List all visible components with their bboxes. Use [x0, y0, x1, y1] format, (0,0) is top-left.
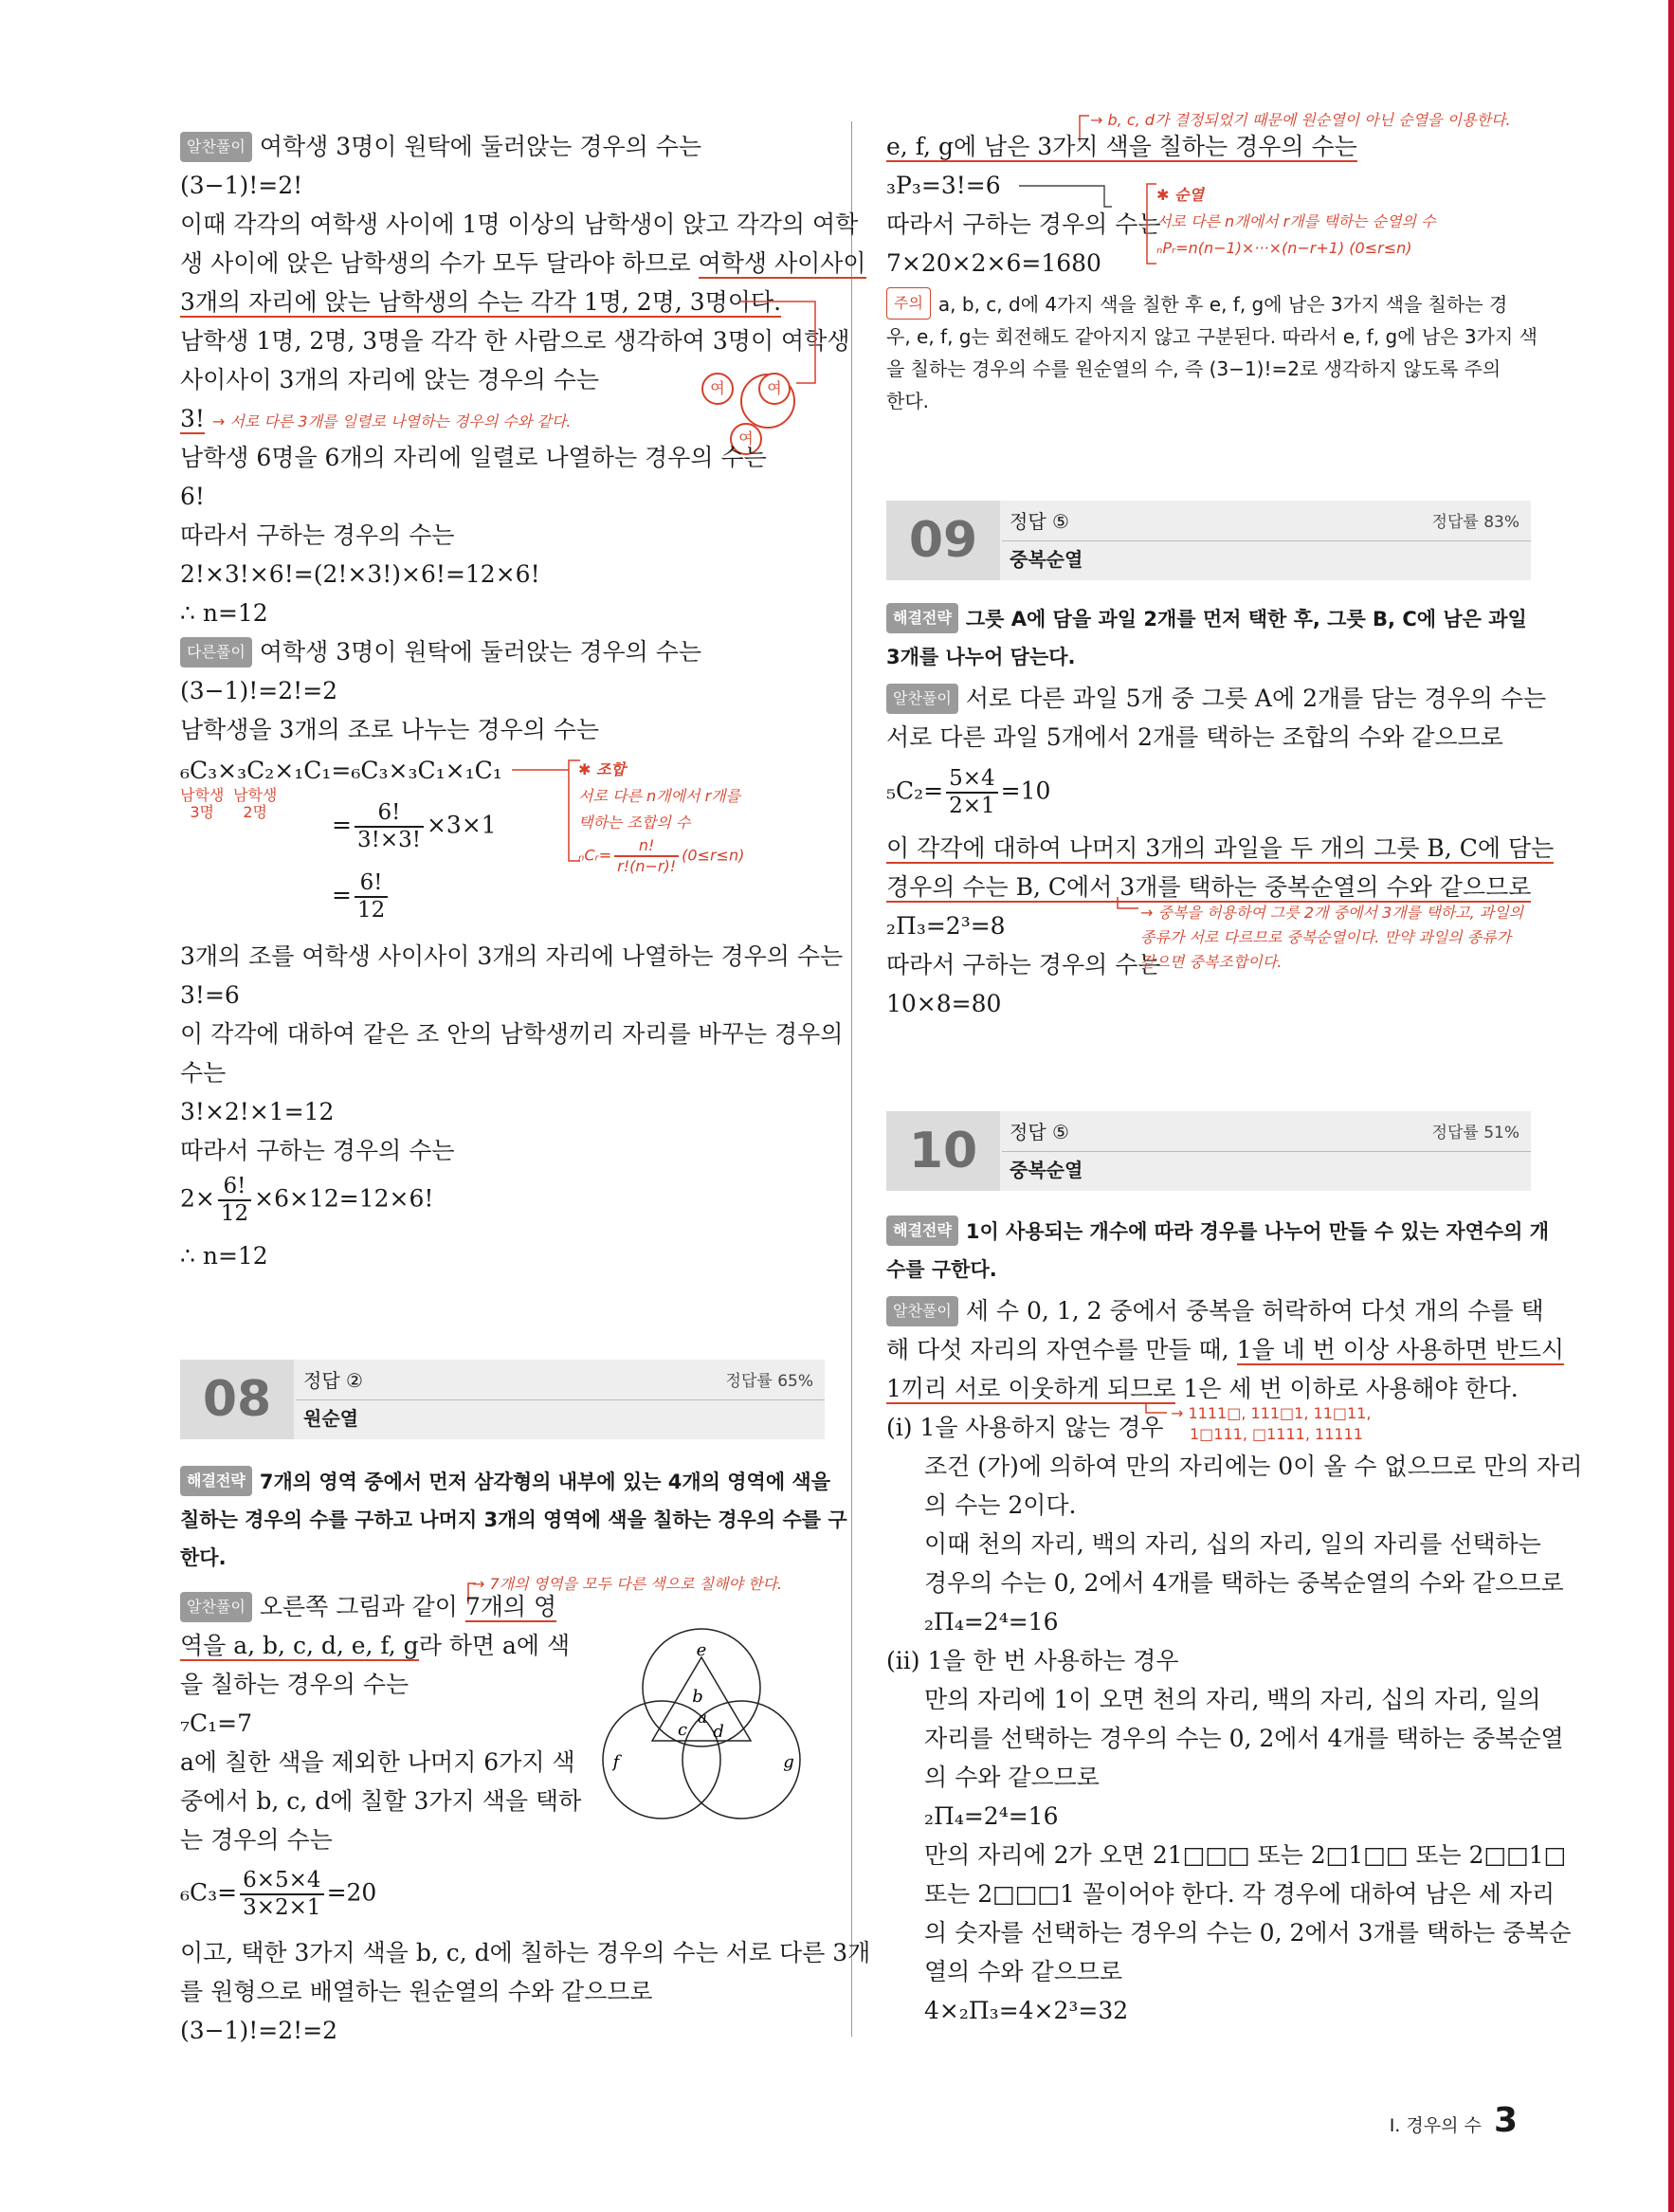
solution-line: 알찬풀이 세 수 0, 1, 2 중에서 중복을 허락하여 다섯 개의 수를 택 — [886, 1297, 1544, 1329]
text-line: 의 수와 같으므로 — [924, 1764, 1100, 1791]
page-number: 3 — [1493, 2101, 1518, 2140]
text-line: (3−1)!=2! — [180, 172, 303, 199]
formula-line: ₂Π₃=2³=8 — [886, 912, 1006, 940]
formula-line: = $\frac{6!}{3!\times 3!}$ ×3×1 — [332, 800, 497, 852]
text-line: 열의 수와 같으므로 — [924, 1958, 1123, 1985]
strategy-line: 한다. — [180, 1546, 227, 1569]
text-line: 의 숫자를 선택하는 경우의 수는 0, 2에서 3개를 택하는 중복순 — [924, 1919, 1572, 1947]
text-line: 7×20×2×6=1680 — [886, 249, 1101, 277]
formula-line: 10×8=80 — [886, 990, 1002, 1017]
label-a: a — [698, 1709, 707, 1727]
text-line: 를 원형으로 배열하는 원순열의 수와 같으므로 — [180, 1978, 653, 2005]
answer-label: 정답 ⑤ — [1010, 510, 1069, 533]
text-line: 서로 다른 과일 5개에서 2개를 택하는 조합의 수와 같으므로 — [886, 723, 1503, 751]
text-line: a에 칠한 색을 제외한 나머지 6가지 색 — [180, 1748, 575, 1776]
text-line: 남학생을 3개의 조로 나누는 경우의 수는 — [180, 716, 600, 743]
text-line: 이때 천의 자리, 백의 자리, 십의 자리, 일의 자리를 선택하는 — [924, 1530, 1541, 1558]
label-f: f — [612, 1752, 620, 1772]
text-line: (3−1)!=2!=2 — [180, 2017, 338, 2044]
text-line: 또는 2□□□1 꼴이어야 한다. 각 경우에 대하여 남은 세 자리 — [924, 1880, 1556, 1908]
solution-line: 알찬풀이 여학생 3명이 원탁에 둘러앉는 경우의 수는 — [180, 133, 701, 165]
text-line: 을 칠하는 경우의 수는 — [180, 1671, 409, 1698]
text-line: 수는 — [180, 1059, 227, 1087]
tag-solution: 알찬풀이 — [886, 1296, 958, 1326]
topic-label: 원순열 — [303, 1407, 358, 1430]
margin-note: → 중복을 허용하여 그릇 2개 중에서 3개를 택하고, 과일의 종류가 서로 다르므로 중복순열이다. 만약 과일의 종류가 같으면 중복조합이다. — [1140, 904, 1524, 971]
accuracy-rate: 정답률 83% — [1431, 513, 1519, 532]
seat-badge: 여 — [758, 373, 791, 405]
text-line: 중에서 b, c, d에 칠할 3가지 색을 택하 — [180, 1787, 582, 1815]
tag-solution: 알찬풀이 — [886, 684, 958, 714]
answer-label: 정답 ② — [303, 1369, 363, 1392]
problem-header-10 — [886, 1111, 1531, 1191]
text-line: 이 각각에 대하여 같은 조 안의 남학생끼리 자리를 바꾸는 경우의 — [180, 1020, 844, 1048]
round-table-figure — [692, 264, 825, 434]
text-line: 3개의 조를 여학생 사이사이 3개의 자리에 나열하는 경우의 수는 — [180, 942, 844, 970]
text-line: 해 다섯 자리의 자연수를 만들 때, 1을 네 번 이상 사용하면 반드시 — [886, 1336, 1565, 1363]
chapter-label: Ⅰ. 경우의 수 — [1389, 2115, 1482, 2136]
annotation-boys-3: 남학생 3명 — [180, 786, 225, 821]
tag-caution: 주의 — [886, 287, 931, 320]
text-line: 1끼리 서로 이웃하게 되므로 1은 세 번 이하로 사용해야 한다. — [886, 1375, 1519, 1402]
problem-header-09 — [886, 501, 1531, 580]
caution-line: 을 칠하는 경우의 수를 원순열의 수, 즉 (3−1)!=2로 생각하지 않도록 주의 — [886, 357, 1501, 380]
text-line: e, f, g에 남은 3가지 색을 칠하는 경우의 수는 — [886, 133, 1357, 160]
text-line: 이고, 택한 3가지 색을 b, c, d에 칠하는 경우의 수는 서로 다른 3개 — [180, 1939, 871, 1966]
text-line: 따라서 구하는 경우의 수는 — [180, 1137, 455, 1164]
text-line: 이 각각에 대하여 나머지 3개의 과일을 두 개의 그릇 B, C에 담는 — [886, 834, 1555, 862]
page-footer — [1390, 2101, 1518, 2140]
formula-line: ₂Π₄=2⁴=16 — [924, 1608, 1059, 1636]
combination-note: ✱ 조합 서로 다른 n개에서 r개를 택하는 조합의 수 ₙCᵣ= $\frac{n!}{r!(n-r)!}$ (0≤r≤n) — [578, 760, 745, 875]
problem-number: 10 — [886, 1111, 1000, 1191]
topic-label: 중복순열 — [1010, 1159, 1083, 1181]
tag-solution: 알찬풀이 — [180, 132, 252, 162]
strategy-line: 해결전략 그릇 A에 담을 과일 2개를 먼저 택한 후, 그릇 B, C에 남은 과일 — [886, 605, 1527, 636]
formula-line: ₂Π₄=2⁴=16 — [924, 1802, 1059, 1830]
label-g: g — [783, 1752, 794, 1772]
label-c: c — [677, 1720, 688, 1740]
text-line: 만의 자리에 2가 오면 21□□□ 또는 2□1□□ 또는 2□□1□ — [924, 1841, 1567, 1869]
text-line: 는 경우의 수는 — [180, 1826, 333, 1854]
formula-line: ₆C₃×₃C₂×₁C₁=₆C₃×₃C₁×₁C₁ — [180, 757, 502, 784]
text-line: 6! — [180, 483, 205, 510]
tag-strategy: 해결전략 — [180, 1466, 252, 1496]
text-line: 경우의 수는 0, 2에서 4개를 택하는 중복순열의 수와 같으므로 — [924, 1569, 1564, 1597]
region-figure — [578, 1600, 825, 1828]
strategy-line: 수를 구한다. — [886, 1258, 997, 1281]
label-b: b — [692, 1687, 703, 1707]
formula-line: 2× $\frac{6!}{12}$ ×6×12=12×6! — [180, 1174, 434, 1226]
text-line: 이때 각각의 여학생 사이에 1명 이상의 남학생이 앉고 각각의 여학 — [180, 210, 859, 238]
text-line: 따라서 구하는 경우의 수는 — [886, 210, 1161, 238]
caution-line: 주의 a, b, c, d에 4가지 색을 칠한 후 e, f, g에 남은 3가지 색을 칠하는 경 — [886, 290, 1507, 322]
tag-other-solution: 다른풀이 — [180, 637, 252, 667]
caution-line: 한다. — [886, 390, 929, 412]
formula-line: ₅C₂= $\frac{5\times 4}{2\times 1}$ =10 — [886, 766, 1051, 818]
permutation-note: ✱ 순열 서로 다른 n개에서 r개를 택하는 순열의 수 ₙPᵣ=n(n−1)×···×(n−r+1) (0≤r≤n) — [1156, 186, 1436, 257]
accuracy-rate: 정답률 65% — [725, 1372, 813, 1391]
margin-note: → 서로 다른 3개를 일렬로 나열하는 경우의 수와 같다. — [211, 412, 572, 430]
formula-line: = $\frac{6!}{12}$ — [332, 870, 391, 923]
column-divider — [851, 121, 852, 2037]
caution-line: 우, e, f, g는 회전해도 같아지지 않고 구분된다. 따라서 e, f, g에 남은 3가지 색 — [886, 325, 1538, 348]
text-line: 의 수는 2이다. — [924, 1491, 1077, 1519]
text-line: 만의 자리에 1이 오면 천의 자리, 백의 자리, 십의 자리, 일의 — [924, 1686, 1541, 1713]
text-line: 생 사이에 앉은 남학생의 수가 모두 달라야 하므로 여학생 사이사이 — [180, 249, 866, 277]
text-line: 3!×2!×1=12 — [180, 1098, 335, 1125]
text-line: 3! → 서로 다른 3개를 일렬로 나열하는 경우의 수와 같다. — [180, 405, 572, 432]
margin-note: → b, c, d가 결정되었기 때문에 원순열이 아닌 순열을 이용한다. — [1090, 111, 1511, 129]
tag-solution: 알찬풀이 — [180, 1592, 252, 1622]
tag-strategy: 해결전략 — [886, 1216, 958, 1246]
other-solution-line: 다른풀이 여학생 3명이 원탁에 둘러앉는 경우의 수는 — [180, 638, 701, 670]
text-line: 자리를 선택하는 경우의 수는 0, 2에서 4개를 택하는 중복순열 — [924, 1725, 1564, 1752]
strategy-line: 3개를 나누어 담는다. — [886, 646, 1076, 668]
problem-header-08 — [180, 1360, 825, 1439]
text-line: 따라서 구하는 경우의 수는 — [180, 521, 455, 549]
text-line: 사이사이 3개의 자리에 앉는 경우의 수는 — [180, 366, 600, 393]
margin-note: → 1111□, 111□1, 11□11, 1□111, □1111, 11111 — [1171, 1404, 1372, 1443]
text-line: 3!=6 — [180, 981, 240, 1009]
text-line: 경우의 수는 B, C에서 3개를 택하는 중복순열의 수와 같으므로 — [886, 873, 1532, 901]
text-line: 조건 (가)에 의하여 만의 자리에는 0이 올 수 없으므로 만의 자리 — [924, 1453, 1583, 1480]
formula-line: 4×₂Π₃=4×2³=32 — [924, 1997, 1129, 2024]
strategy-line: 해결전략 1이 사용되는 개수에 따라 경우를 나누어 만들 수 있는 자연수의 개 — [886, 1217, 1549, 1249]
formula-line: ₆C₃= $\frac{6\times 5\times 4}{3\times 2\times 1}$ =20 — [180, 1868, 377, 1920]
answer-label: 정답 ⑤ — [1010, 1121, 1069, 1143]
strategy-line: 칠하는 경우의 수를 구하고 나머지 3개의 영역에 색을 칠하는 경우의 수를 구 — [180, 1508, 847, 1531]
label-d: d — [713, 1722, 724, 1742]
solution-line: 알찬풀이 오른쪽 그림과 같이 7개의 영 — [180, 1593, 556, 1625]
text-line: ∴ n=12 — [180, 599, 268, 627]
annotation-boys-2: 남학생 2명 — [233, 786, 278, 821]
seat-badge: 여 — [701, 373, 734, 405]
case-heading: (ⅱ) 1을 한 번 사용하는 경우 — [886, 1647, 1179, 1674]
solution-line: 알찬풀이 서로 다른 과일 5개 중 그릇 A에 2개를 담는 경우의 수는 — [886, 685, 1546, 717]
case-heading: (ⅰ) 1을 사용하지 않는 경우 — [886, 1414, 1164, 1441]
text-line: 3개의 자리에 앉는 남학생의 수는 각각 1명, 2명, 3명이다. — [180, 288, 782, 316]
text-line: 남학생 1명, 2명, 3명을 각각 한 사람으로 생각하여 3명이 여학생 — [180, 327, 850, 355]
problem-number: 08 — [180, 1360, 294, 1439]
seat-badge: 여 — [730, 423, 762, 455]
formula-line: ₇C₁=7 — [180, 1709, 253, 1737]
text-line: 2!×3!×6!=(2!×3!)×6!=12×6! — [180, 560, 540, 588]
text-line: ∴ n=12 — [180, 1242, 268, 1270]
text-line: 역을 a, b, c, d, e, f, g라 하면 a에 색 — [180, 1632, 571, 1659]
accuracy-rate: 정답률 51% — [1431, 1124, 1519, 1143]
formula-line: ₃P₃=3!=6 — [886, 172, 1001, 199]
problem-number: 09 — [886, 501, 1000, 580]
strategy-line: 해결전략 7개의 영역 중에서 먼저 삼각형의 내부에 있는 4개의 영역에 색을 — [180, 1468, 830, 1499]
label-e: e — [696, 1640, 707, 1660]
page-edge-bar — [1668, 0, 1674, 2212]
tag-strategy: 해결전략 — [886, 603, 958, 633]
text-line: 남학생 6명을 6개의 자리에 일렬로 나열하는 경우의 수는 — [180, 444, 767, 471]
text-line: (3−1)!=2!=2 — [180, 677, 338, 704]
topic-label: 중복순열 — [1010, 548, 1083, 571]
text-line: 따라서 구하는 경우의 수는 — [886, 951, 1161, 978]
margin-note: → 7개의 영역을 모두 다른 색으로 칠해야 한다. — [472, 1575, 783, 1593]
